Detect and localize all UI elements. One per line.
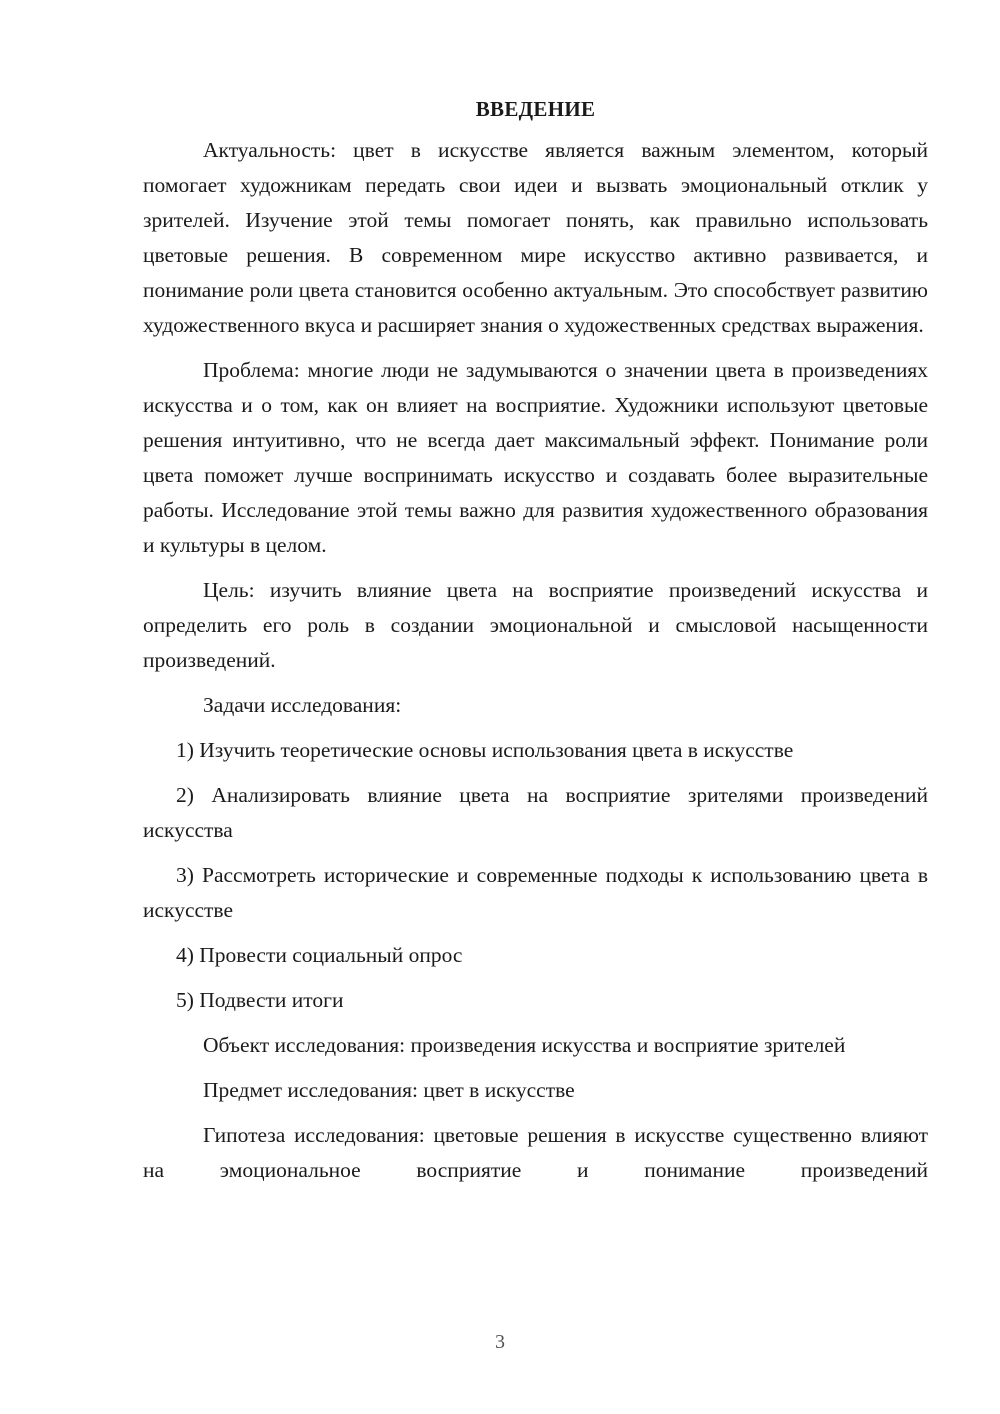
task-item-5: 5) Подвести итоги: [176, 988, 344, 1012]
paragraph-relevance: Актуальность: цвет в искусстве является важным элементом, который помогает художникам передать свои идеи и вызвать эмоциональный отклик у зрителей. Изучение этой темы помогает понять, как правильно использовать цветовые решения. В современном мире искусство активно развивается, и понимание роли цвета становится особенно актуальным. Это способствует развитию художественного вкуса и расширяет знания о художественных средствах выражения.: [143, 138, 928, 337]
page-number: 3: [495, 1331, 505, 1353]
paragraph-hypothesis: Гипотеза исследования: цветовые решения в искусстве существенно влияют на эмоциональное восприятие и понимание произведений: [143, 1123, 928, 1182]
task-item-3: 3) Рассмотреть исторические и современные подходы к использованию цвета в искусстве: [143, 863, 928, 922]
section-heading: ВВЕДЕНИЕ: [475, 97, 596, 121]
tasks-heading: Задачи исследования:: [203, 693, 402, 717]
task-item-1: 1) Изучить теоретические основы использования цвета в искусстве: [176, 738, 794, 762]
paragraph-object: Объект исследования: произведения искусства и восприятие зрителей: [203, 1033, 846, 1057]
paragraph-subject: Предмет исследования: цвет в искусстве: [203, 1078, 575, 1102]
paragraph-problem: Проблема: многие люди не задумываются о значении цвета в произведениях искусства и о том, как он влияет на восприятие. Художники используют цветовые решения интуитивно, что не всегда дает максимальный эффект. Понимание роли цвета поможет лучше воспринимать искусство и создавать более выразительные работы. Исследование этой темы важно для развития художественного образования и культуры в целом.: [143, 358, 928, 557]
task-item-2: 2) Анализировать влияние цвета на восприятие зрителями произведений искусства: [143, 783, 928, 842]
task-item-4: 4) Провести социальный опрос: [176, 943, 463, 967]
paragraph-goal: Цель: изучить влияние цвета на восприятие произведений искусства и определить его роль в создании эмоциональной и смысловой насыщенности произведений.: [143, 578, 928, 672]
